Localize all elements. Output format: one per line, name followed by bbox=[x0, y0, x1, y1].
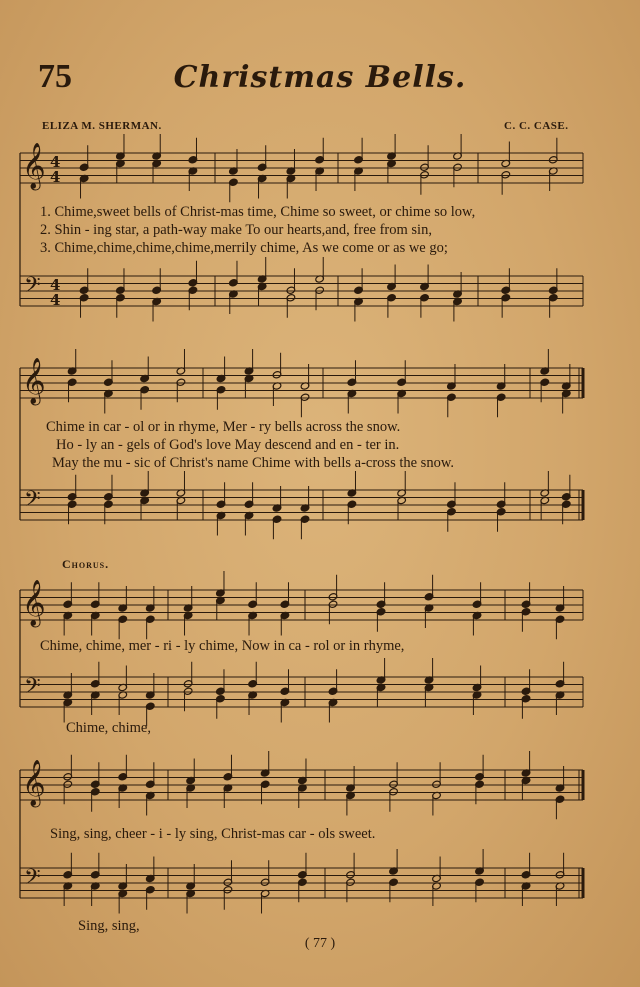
treble-staff bbox=[20, 153, 583, 183]
verse-2-line-2: Ho - ly an - gels of God's love May descend and en - ter in. bbox=[56, 437, 400, 453]
composer-credit: C. C. CASE. bbox=[504, 120, 569, 132]
verse-1-line-1: 1. Chime,sweet bells of Christ-mas time, Chime so sweet, or chime so low, bbox=[40, 204, 476, 220]
verse-1-line-2: Chime in car - ol or in rhyme, Mer - ry bells across the snow. bbox=[46, 419, 401, 435]
hymn-title: Christmas Bells. bbox=[173, 60, 467, 95]
verse-3-line-1: 3. Chime,chime,chime,chime,merrily chime, As we come or as we go; bbox=[40, 240, 448, 256]
time-signature-bottom: 4 bbox=[50, 168, 61, 186]
treble-clef: 𝄞 bbox=[22, 143, 46, 189]
chorus-bass-lyrics-2: Sing, sing, bbox=[78, 918, 140, 934]
bass-staff bbox=[20, 677, 583, 707]
bass-staff bbox=[20, 276, 583, 306]
treble-clef: 𝄞 bbox=[22, 358, 46, 404]
bass-clef: 𝄢 bbox=[24, 865, 41, 895]
verse-3-line-2: May the mu - sic of Christ's name Chime with bells a-cross the snow. bbox=[52, 455, 454, 471]
time-signature-bottom: 4 bbox=[50, 291, 61, 309]
treble-clef: 𝄞 bbox=[22, 760, 46, 806]
lyricist-credit: ELIZA M. SHERMAN. bbox=[42, 120, 162, 132]
bass-clef: 𝄢 bbox=[24, 674, 41, 704]
page-number: ( 77 ) bbox=[304, 936, 336, 951]
time-signature-top: 4 bbox=[50, 276, 61, 294]
chorus-treble-lyrics-1: Chime, chime, mer - ri - ly chime, Now in ca - rol or in rhyme, bbox=[40, 638, 405, 654]
bass-clef: 𝄢 bbox=[24, 487, 41, 517]
hymn-number: 75 bbox=[38, 58, 72, 95]
chorus-treble-lyrics-2: Sing, sing, cheer - i - ly sing, Christ-mas car - ols sweet. bbox=[50, 826, 376, 842]
treble-staff bbox=[20, 590, 583, 620]
chorus-label: Chorus. bbox=[62, 557, 110, 571]
verse-2-line-1: 2. Shin - ing star, a path-way make To our hearts,and, free from sin, bbox=[40, 222, 432, 238]
chorus-bass-lyrics-1: Chime, chime, bbox=[66, 720, 151, 736]
time-signature-top: 4 bbox=[50, 153, 61, 171]
bass-clef: 𝄢 bbox=[24, 273, 41, 303]
treble-clef: 𝄞 bbox=[22, 580, 46, 626]
